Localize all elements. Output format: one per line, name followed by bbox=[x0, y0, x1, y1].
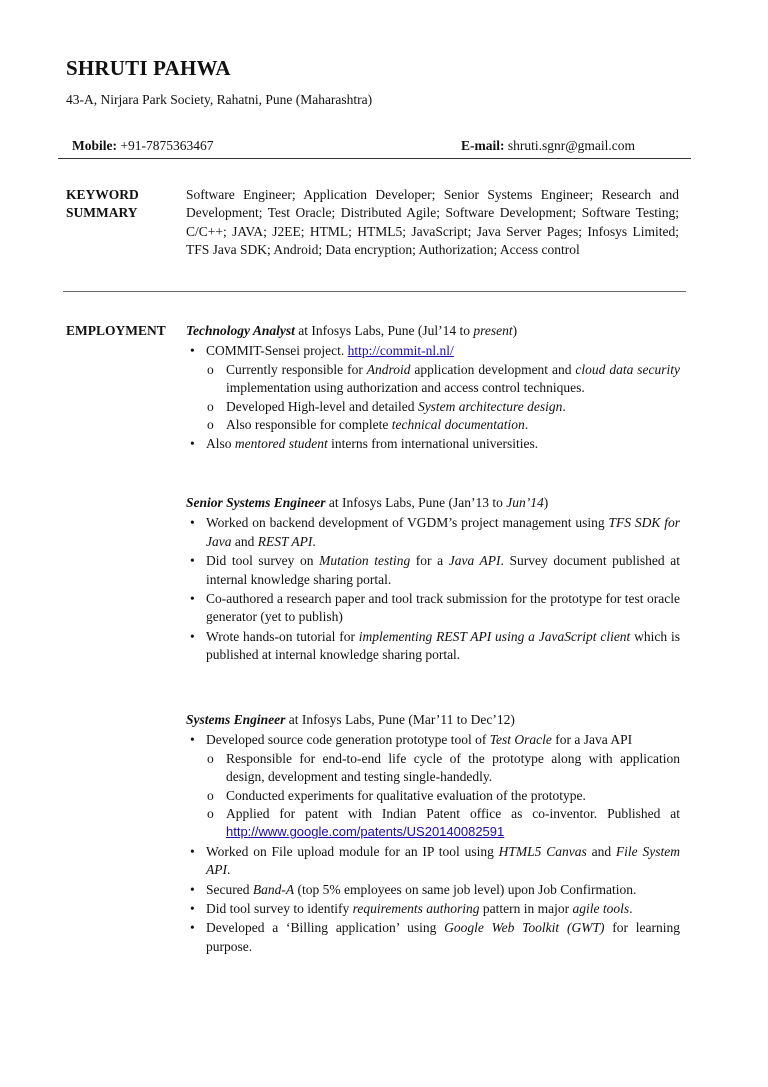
bullet-emphasis: Mutation testing bbox=[319, 553, 411, 569]
bullet-text: and bbox=[586, 843, 616, 859]
sub-emphasis: Android bbox=[366, 361, 411, 377]
job-title: Senior Systems Engineer bbox=[186, 495, 326, 510]
job-employer: at Infosys Labs, Pune (Jan’13 to bbox=[325, 495, 507, 510]
circle-bullet-icon: o bbox=[207, 806, 214, 822]
list-item bbox=[186, 919, 680, 956]
sub-text: Responsible for end-to-end life cycle of the prototype along with application design, development and testing single-handedly. bbox=[226, 750, 680, 785]
sub-list-item bbox=[206, 805, 680, 842]
bullet-text: Also bbox=[206, 436, 235, 452]
job-bullets bbox=[186, 731, 680, 956]
sub-text: Also responsible for complete bbox=[226, 417, 392, 433]
bullet-icon: • bbox=[190, 436, 195, 452]
job-technology-analyst bbox=[186, 322, 680, 455]
bullet-text: Did tool survey on bbox=[206, 553, 320, 569]
sub-text: Currently responsible for bbox=[226, 361, 367, 377]
bullet-icon: • bbox=[190, 515, 195, 531]
bullet-emphasis: Test Oracle bbox=[489, 732, 552, 748]
sub-emphasis: technical documentation bbox=[391, 417, 525, 433]
bullet-text: for a Java API bbox=[551, 732, 633, 748]
sub-list bbox=[206, 361, 680, 435]
patent-link[interactable]: http://www.google.com/patents/US20140082591 bbox=[226, 824, 505, 840]
candidate-name: SHRUTI PAHWA bbox=[66, 56, 231, 80]
bullet-icon: • bbox=[190, 920, 195, 936]
list-item bbox=[186, 435, 680, 453]
bullet-text: which is published at internal knowledge sharing portal. bbox=[206, 628, 680, 663]
bullet-text: Secured bbox=[206, 881, 253, 897]
contact-divider bbox=[58, 158, 691, 159]
bullet-emphasis: TFS SDK for Java bbox=[206, 515, 680, 549]
sub-text: . bbox=[562, 398, 566, 414]
keyword-summary-heading bbox=[66, 186, 166, 222]
sub-text: application development and bbox=[410, 361, 576, 377]
list-item bbox=[186, 590, 680, 627]
list-item bbox=[186, 514, 680, 551]
bullet-text: pattern in major bbox=[479, 901, 573, 917]
sub-list-item bbox=[206, 750, 680, 787]
bullet-emphasis: implementing REST API using a JavaScript client bbox=[358, 628, 631, 644]
bullet-text: Developed a ‘Billing application’ using bbox=[206, 920, 445, 936]
mobile-value: +91-7875363467 bbox=[120, 138, 214, 153]
keyword-heading-line2: SUMMARY bbox=[66, 205, 138, 220]
sub-list-item bbox=[206, 787, 680, 805]
email-info bbox=[461, 138, 635, 154]
bullet-emphasis: File System API bbox=[206, 843, 680, 878]
email-label: E-mail: bbox=[461, 138, 505, 153]
bullet-text: . bbox=[227, 862, 231, 878]
job-end-date: Jun’14 bbox=[506, 495, 544, 510]
bullet-text: . bbox=[629, 901, 633, 917]
bullet-icon: • bbox=[190, 732, 195, 748]
bullet-icon: • bbox=[190, 901, 195, 917]
keyword-divider bbox=[63, 291, 686, 292]
employment-heading: EMPLOYMENT bbox=[66, 323, 166, 338]
bullet-text: for learning purpose. bbox=[206, 920, 680, 954]
bullet-text: and bbox=[231, 533, 258, 549]
sub-text: Conducted experiments for qualitative evaluation of the prototype. bbox=[226, 787, 586, 803]
bullet-emphasis: agile tools bbox=[572, 901, 630, 917]
circle-bullet-icon: o bbox=[207, 398, 214, 414]
bullet-text: Developed source code generation prototype tool of bbox=[206, 732, 490, 748]
circle-bullet-icon: o bbox=[207, 361, 214, 377]
bullet-icon: • bbox=[190, 628, 195, 644]
bullet-text: Co-authored a research paper and tool track submission for the prototype for test oracle generator (yet to publish) bbox=[206, 591, 680, 625]
keyword-summary-text: Software Engineer; Application Developer; Senior Systems Engineer; Research and Development; Test Oracle; Distributed Agile; Software Development; Software Testing; C/C++; JAVA; J2EE; HTML; HTML5; JavaScript; Java Server Pages; Infosys Limited; TFS Java SDK; Android; Data encryption; Authorization; Access control bbox=[186, 187, 679, 257]
job-bullets bbox=[186, 342, 680, 453]
sub-list-item bbox=[206, 416, 680, 434]
list-item bbox=[186, 342, 680, 434]
job-senior-systems-engineer bbox=[186, 494, 680, 666]
job-header bbox=[186, 322, 680, 340]
bullet-icon: • bbox=[190, 591, 195, 607]
job-employer: at Infosys Labs, Pune (Jul’14 to bbox=[294, 323, 474, 338]
bullet-text: Worked on File upload module for an IP tool using bbox=[206, 843, 499, 859]
job-header bbox=[186, 494, 680, 512]
bullet-text: Worked on backend development of VGDM’s project management using bbox=[206, 515, 609, 531]
bullet-text: interns from international universities. bbox=[327, 436, 539, 452]
bullet-emphasis: requirements authoring bbox=[352, 901, 480, 917]
circle-bullet-icon: o bbox=[207, 417, 214, 433]
bullet-emphasis: Band-A bbox=[252, 881, 295, 897]
sub-text: . bbox=[524, 417, 529, 433]
circle-bullet-icon: o bbox=[207, 787, 214, 803]
job-header bbox=[186, 711, 680, 729]
bullet-icon: • bbox=[190, 553, 195, 569]
mobile-label: Mobile: bbox=[72, 138, 117, 153]
job-close-paren: ) bbox=[543, 495, 549, 510]
sub-text: Developed High-level and detailed bbox=[226, 398, 418, 414]
job-systems-engineer bbox=[186, 711, 680, 957]
bullet-emphasis: Google Web Toolkit (GWT) bbox=[444, 920, 605, 936]
sub-emphasis: cloud data security bbox=[575, 361, 681, 377]
bullet-text: Did tool survey to identify bbox=[206, 901, 353, 917]
bullet-emphasis: mentored student bbox=[234, 436, 328, 452]
job-title: Technology Analyst bbox=[186, 323, 295, 338]
bullet-text: for a bbox=[410, 553, 449, 569]
keyword-heading-line1: KEYWORD bbox=[66, 187, 139, 202]
bullet-text: Wrote hands-on tutorial for bbox=[206, 628, 359, 644]
bullet-icon: • bbox=[190, 881, 195, 897]
sub-text: implementation using authorization and access control techniques. bbox=[226, 380, 585, 396]
sub-list-item bbox=[206, 361, 680, 398]
bullet-emphasis: Java API bbox=[448, 553, 501, 569]
job-end-date: present bbox=[473, 323, 513, 338]
bullet-icon: • bbox=[190, 843, 195, 859]
bullet-text: COMMIT-Sensei project. bbox=[206, 343, 348, 359]
bullet-text: . Survey document published at internal knowledge sharing portal. bbox=[206, 553, 681, 587]
candidate-address: 43-A, Nirjara Park Society, Rahatni, Pune (Maharashtra) bbox=[66, 92, 373, 107]
bullet-text: (top 5% employees on same job level) upon Job Confirmation. bbox=[294, 881, 637, 897]
bullet-text: . bbox=[312, 533, 316, 549]
bullet-emphasis: REST API bbox=[257, 533, 313, 549]
list-item bbox=[186, 843, 680, 880]
job-close-paren: ) bbox=[512, 323, 518, 338]
list-item bbox=[186, 881, 680, 899]
job-bullets bbox=[186, 514, 680, 664]
sub-text: Applied for patent with Indian Patent office as co-inventor. Published at bbox=[226, 806, 680, 822]
job-employer: at Infosys Labs, Pune (Mar’11 to Dec’12) bbox=[285, 712, 515, 727]
project-link[interactable]: http://commit-nl.nl/ bbox=[347, 343, 454, 359]
sub-list-item bbox=[206, 398, 680, 416]
bullet-icon: • bbox=[190, 343, 195, 359]
sub-list bbox=[206, 750, 680, 842]
email-value: shruti.sgnr@gmail.com bbox=[507, 138, 636, 153]
circle-bullet-icon: o bbox=[207, 750, 214, 766]
list-item bbox=[186, 900, 680, 918]
bullet-emphasis: HTML5 Canvas bbox=[498, 843, 587, 859]
job-title: Systems Engineer bbox=[186, 712, 286, 727]
sub-emphasis: System architecture design bbox=[417, 398, 563, 414]
list-item bbox=[186, 628, 680, 665]
mobile-info bbox=[72, 138, 213, 154]
list-item bbox=[186, 731, 680, 841]
list-item bbox=[186, 552, 680, 589]
